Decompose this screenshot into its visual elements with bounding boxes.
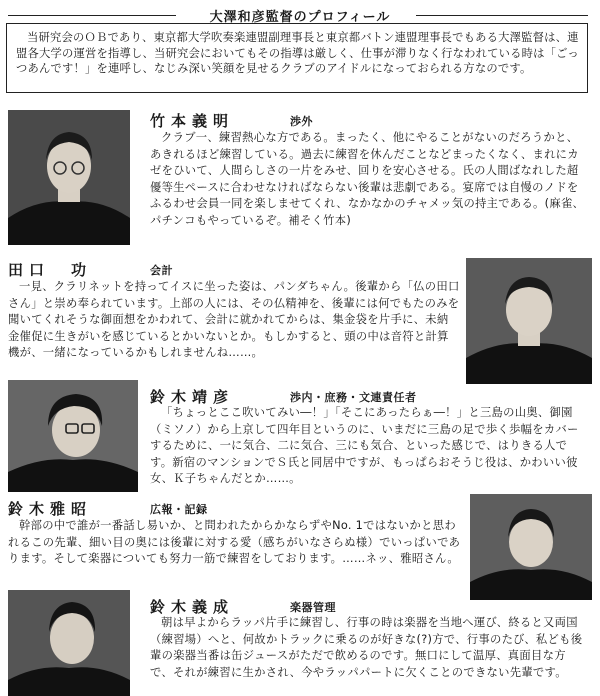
page-title: 大澤和彦監督のプロフィール [209,10,391,25]
portrait-figure [8,380,138,492]
member-name-suzuki-yasuhiko: 鈴木靖彦 [150,388,235,406]
photo-takemoto [8,110,130,245]
member-name-taguchi: 田口 功 [8,261,93,279]
photo-taguchi [466,258,592,384]
portrait-figure [466,258,592,384]
member-role-suzuki-yoshinari: 楽器管理 [290,601,336,614]
ob-profile-text: 当研究会のＯＢであり、東京都大学吹奏楽連盟副理事長と東京都バトン連盟理事長でもある大澤監督は、連盟各大学の運営を指導し、当研究会においてもその指導は厳しく、仕事が滞りなく行なわれている時は「ごっつあんです！」を連呼し、なじみ深い笑顔を見せるクラブのアイドルになっておられる方なのです。 [16,31,579,75]
member-text-taguchi: 一見、クラリネットを持ってイスに坐った姿は、パンダちゃん。後輩から「仏の田口さん」と崇め奉られています。上部の人には、その仏精神を、後輩には何でもたのみを聞いてくれそうな御面想をかわれて、会計に就かれてからは、集金袋を片手に、未納金催促に生きがいを感じているとかいないとか。もしかすると、頭の中は音符と計算機が、一緒になっているかもしれませんね……。 [8,280,460,360]
portrait-figure [8,110,130,245]
member-role-takemoto: 渉外 [290,115,313,128]
member-name-suzuki-yoshinari: 鈴木義成 [150,598,235,616]
member-name-suzuki-masaaki: 鈴木雅昭 [8,500,93,518]
member-role-taguchi: 会計 [150,264,173,277]
member-role-suzuki-masaaki: 広報・記録 [150,503,208,516]
portrait-figure [470,494,592,600]
photo-suzuki-yoshinari [8,590,130,696]
photo-suzuki-masaaki [470,494,592,600]
member-role-suzuki-yasuhiko: 渉内・庶務・文連責任者 [290,391,417,404]
portrait-figure [8,590,130,696]
member-text-suzuki-yoshinari: 朝は早よからラッパ片手に練習し、行事の時は楽器を当地へ運び、終ると又両国（練習場）へと、何故かトラックに乗るのが好きな(?)方で、行事のたび、私ども後輩の楽器当番は缶ジュースがただで飲めるのです。無口にして温厚、真面目な方で、それが練習に生かされ、今やラッパパートに欠くことのできない先輩です。 [150,616,583,679]
member-text-takemoto: クラブ一、練習熱心な方である。まったく、他にやることがないのだろうかと、あきれるほど練習している。過去に練習を休んだことなどまったくなく、まれにカゼをひいて、人間らしさの一片をみせ、回りを安心させる。氏の人間ばなれした超優等生ペースに合わせなければならない後輩は悲劇である。宴席では自慢のノドをふるわせ会員一同を楽しませてくれ、なかなかのチャメッ気の持主である。(麻雀、パチンコもやっているぞ。補そく竹本) [150,131,585,227]
member-name-takemoto: 竹本義明 [150,112,235,130]
member-text-suzuki-yasuhiko: 「ちょっとここ吹いてみい―！」「そこにあったらぁ―！」と三島の山奥、御園（ミソノ）から上京して四年目というのに、いまだに三島の足で歩く歩幅をカバーするために、一に気合、二に気合、三にも気合、といった感じで、はりきる人です。新宿のマンションでＳ氏と同居中ですが、もっぱらおそうじ役は、かわいい彼女、Ｋ子ちゃんだとか……。 [150,406,579,486]
member-text-suzuki-masaaki: 幹部の中で誰が一番話し易いか、と問われたからかならずやNo. 1ではないかと思われるこの先輩、細い目の奥には後輩に対する愛（感ちがいなさらぬ様）でいっぱいであります。そして楽器についても努力一筋で練習をしております。……ネッ、雅昭さん。 [8,519,461,566]
photo-suzuki-yasuhiko [8,380,138,492]
